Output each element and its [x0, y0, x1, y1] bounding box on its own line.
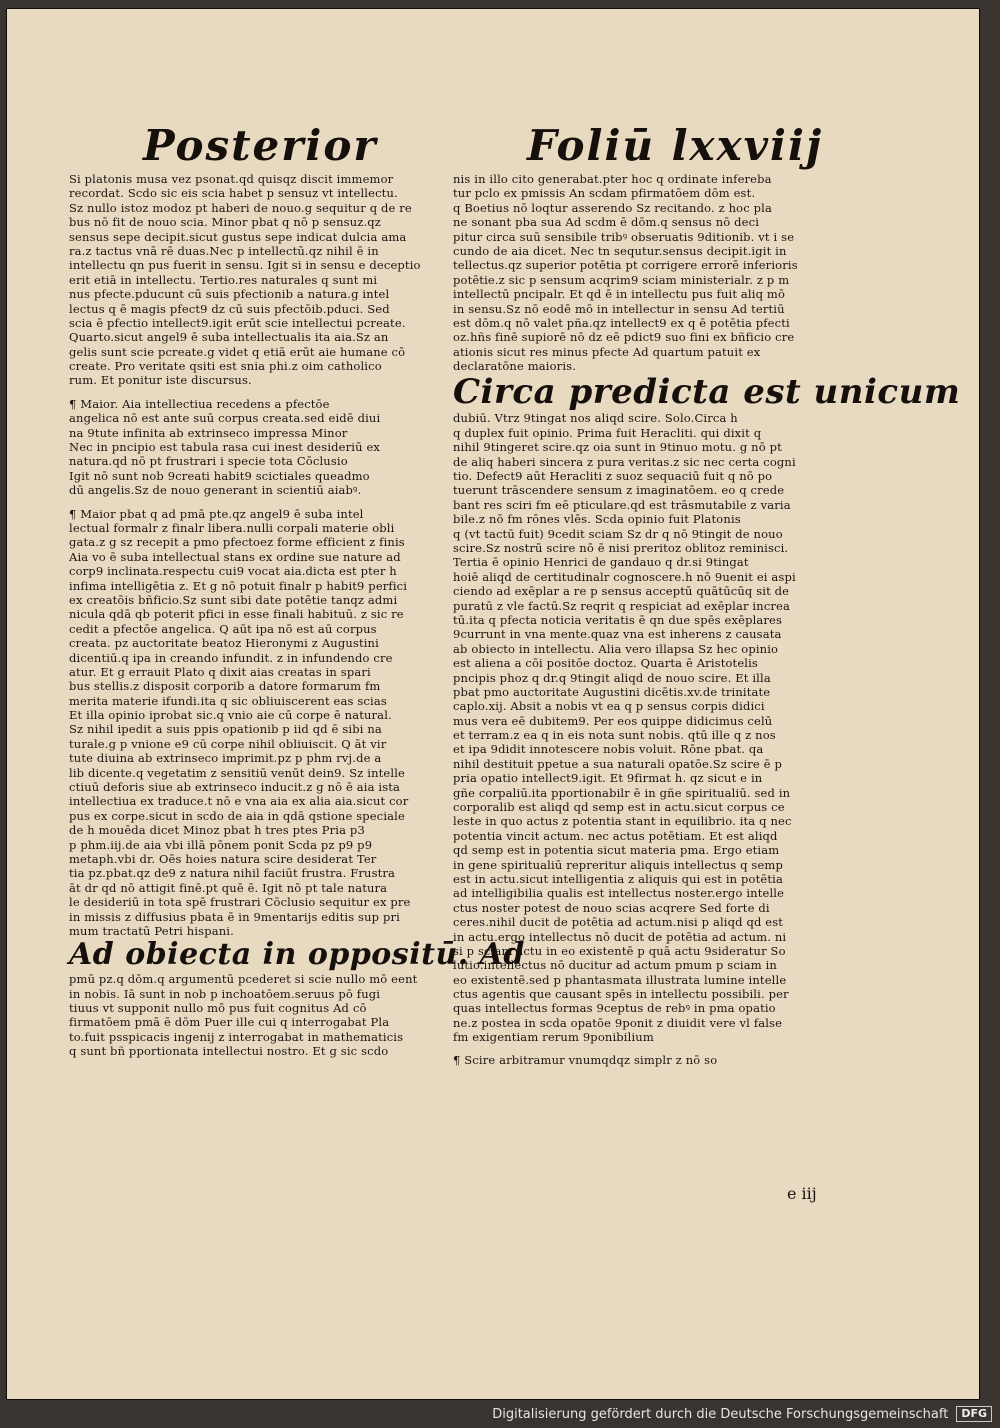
text-line: bant res sciri fm eē pticulare.qd est trāsmutabile z varia	[453, 497, 791, 512]
text-line: corp9 inclinata.respectu cui9 vocat aia.dicta est pter h	[69, 564, 397, 579]
text-line: Quarto.sicut angel9 ē suba intellectualis ita aia.Sz an	[69, 330, 389, 345]
text-line: pncipis phoz q dr.q 9tingit aliqd de nouo scire. Et illa	[453, 670, 771, 685]
text-line: ciendo ad exēplar a re p sensus acceptū quātūcūq sit de	[453, 584, 790, 599]
text-line: ab obiecto in intellectu. Alia vero illapsa Sz hec opinio	[453, 641, 779, 656]
text-line: scire.Sz nostrū scire nō ē nisi preritoz oblitoz reminisci.	[453, 540, 789, 555]
text-line: ¶ Maior. Aia intellectiua recedens a pfectōe	[69, 396, 330, 411]
text-line: in missis z diffusius pbata ē in 9mentarijs editis sup pri	[69, 909, 400, 924]
text-line: metaph.vbi dr. Oēs hoies natura scire desiderat Ter	[69, 851, 377, 866]
text-line: ceres.nihil ducit de potētia ad actum.nisi p aliqd qd est	[453, 915, 784, 930]
text-line: potētie.z sic p sensum acqrim9 sciam ministerialr. z p m	[453, 272, 790, 287]
text-line: bus stellis.z disposit corporib a datore formarum fm	[69, 679, 381, 694]
text-line: tū.ita q pfecta noticia veritatis ē qn due spēs exēplares	[453, 612, 783, 627]
text-line: pus ex corpe.sicut in scdo de aia in qdā qstione speciale	[69, 808, 405, 823]
text-line: Sz nullo istoz modoz pt haberi de nouo.g sequitur q de re	[69, 200, 412, 215]
text-line: na 9tute infinita ab extrinseco impressa Minor	[69, 425, 348, 440]
text-line: cedit a pfectōe angelica. Q aūt ipa nō est aū corpus	[69, 621, 377, 636]
text-line: potentia vincit actum. nec actus potētiam. Et est aliqd	[453, 828, 778, 843]
text-line: q duplex fuit opinio. Prima fuit Heracliti. qui dixit q	[453, 425, 762, 440]
text-line: tute diuina ab extrinseco imprimit.pz p phm rvj.de a	[69, 751, 382, 766]
text-line: gata.z g sz recepit a pmo pfectoez forme efficient z finis	[69, 535, 405, 550]
footer-credit: Digitalisierung gefördert durch die Deutsche Forschungsgemeinschaft	[492, 1406, 949, 1422]
text-line: corporalib est aliqd qd semp est in actu.sicut corpus ce	[453, 800, 785, 815]
catchword: ¶ Scire arbitramur vnumqdqz simplr z nō so	[453, 1052, 718, 1067]
text-line: si p sciam actu in eo existentē p quā actu 9sideratur So	[453, 943, 786, 958]
text-line: rum. Et ponitur iste discursus.	[69, 373, 252, 388]
text-line: nis in illo cito generabat.pter hoc q ordinate infereba	[453, 172, 772, 186]
text-line: est dōm.q nō valet pña.qz intellect9 ex q ē potētia pfecti	[453, 315, 790, 330]
text-line: in actu.ergo intellectus nō ducit de potētia ad actum. ni	[453, 929, 787, 944]
text-line: puratū z vle factū.Sz reqrit q respiciat ad exēplar increa	[453, 598, 791, 613]
text-line: pitur circa suū sensibile tribꝰ obseruatis 9ditionib. vt i se	[453, 229, 795, 244]
text-line: fm exigentiam rerum 9ponibilium	[453, 1030, 654, 1045]
text-line: Et illa opinio iprobat sic.q vnio aie cū corpe ē natural.	[69, 708, 392, 723]
text-line: natura.qd nō pt frustrari i specie tota Cōclusio	[69, 454, 348, 469]
text-line: gelis sunt scie pcreate.g videt q etiā erūt aie humane cō	[69, 344, 406, 359]
text-line: gñe corpaliū.ita pportionabilr ē in gñe spiritualiū. sed in	[453, 785, 791, 800]
text-line: nihil 9tingeret scire.qz oia sunt in 9tinuo motu. g nō pt	[453, 440, 782, 455]
text-line: quas intellectus formas 9ceptus de rebꝰ in pma opatio	[453, 1001, 776, 1016]
text-line: oz.hñs finē supiorē nō dz eē pdict9 suo fini ex bñficio cre	[453, 330, 795, 345]
text-line: mus vera eē dubitem9. Per eos quippe didicimus celū	[453, 713, 773, 728]
dfg-logo: DFG	[956, 1406, 992, 1422]
text-line: āt dr qd nō attigit finē.pt quē ē. Igit nō pt tale natura	[69, 880, 388, 895]
text-line: est aliena a cōi positōe doctoz. Quarta ē Aristotelis	[453, 656, 758, 671]
text-line: dū angelis.Sz de nouo generant in scientiū aiabꝰ.	[69, 483, 362, 498]
text-line: eo existentē.sed p phantasmata illustrata lumine intelle	[453, 972, 787, 987]
text-line: erit etiā in intellectu. Tertio.res naturales q sunt mi	[69, 272, 378, 287]
text-line: lutio.intellectus nō ducitur ad actum pmum p sciam in	[453, 958, 777, 973]
text-line: leste in quo actus z potentia stant in equilibrio. ita q nec	[453, 814, 792, 829]
text-line: ctus agentis que causant spēs in intellectu possibili. per	[453, 987, 789, 1002]
text-line: in gene spiritualiū repreritur aliquis intellectus q semp	[453, 857, 783, 872]
text-line: q sunt bñ pportionata intellectui nostro. Et g sic scdo	[69, 1044, 389, 1059]
text-line: Igit nō sunt nob 9creati habit9 scictiales queadmo	[69, 468, 370, 483]
text-line: ctiuū deforis siue ab extrinseco inducit.z g nō ē aia ista	[69, 780, 401, 795]
text-line: bus nō fit de nouo scia. Minor pbat q nō p sensuz.qz	[69, 215, 382, 230]
text-line: ra.z tactus vnā rē duas.Nec p intellectū.qz nihil ē in	[69, 243, 379, 258]
running-head-left: Posterior	[143, 121, 378, 170]
text-line: infima intelligētia z. Et g nō potuit finalr p habit9 perfici	[69, 578, 408, 593]
text-line: et ipa 9didit innotescere nobis voluit. Rōne pbat. qa	[453, 742, 764, 757]
text-line: ¶ Maior pbat q ad pmā pte.qz angel9 ē suba intel	[69, 506, 364, 521]
text-line: q Boetius nō loqtur asserendo Sz recitando. z hoc pla	[453, 200, 772, 215]
text-line: angelica nō est ante suū corpus creata.sed eidē diui	[69, 411, 381, 426]
scanned-page	[6, 8, 980, 1400]
text-line: intellectu qn pus fuerit in sensu. Igit si in sensu e deceptio	[69, 258, 421, 273]
text-line: Nec in pncipio est tabula rasa cui inest desideriū ex	[69, 440, 381, 455]
text-line: lectus q ē magis pfect9 dz cū suis pfectōib.pduci. Sed	[69, 301, 390, 316]
text-line: atur. Et g errauit Plato q dixit aias creatas in spari	[69, 664, 371, 679]
text-line: lectual formalr z finalr libera.nulli corpali materie obli	[69, 520, 395, 535]
text-line: ne.z postea in scda opatōe 9ponit z diuidit vere vl false	[453, 1015, 783, 1030]
text-line: merita materie ifundi.ita q sic obliuiscerent eas scias	[69, 693, 387, 708]
text-line: tio. Defect9 aūt Heracliti z suoz sequaciū fuit q nō po	[453, 469, 773, 484]
text-line: pmū pz.q dōm.q argumentū pcederet si scie nullo mō eent	[69, 972, 418, 987]
text-line: qd semp est in potentia sicut materia pma. Ergo etiam	[453, 843, 780, 858]
folio-number: Foliū lxxviij	[527, 121, 824, 170]
text-line: create. Pro veritate qsiti est snia phi.z oim catholico	[69, 359, 382, 374]
text-line: caplo.xij. Absit a nobis vt ea q p sensus corpis didici	[453, 699, 765, 714]
signature-mark: e iij	[787, 1184, 817, 1203]
text-line: et terram.z ea q in eis nota sunt nobis. qtū ille q z nos	[453, 728, 776, 743]
text-line: le desideriū in tota spē frustrari Cōclusio sequitur ex pre	[69, 895, 411, 910]
text-line: sensus sepe decipit.sicut gustus sepe indicat dulcia ama	[69, 229, 407, 244]
text-line: turale.g p vnione e9 cū corpe nihil obliuiscit. Q āt vir	[69, 736, 387, 751]
text-line: Tertia ē opinio Henrici de gandauo q dr.si 9tingat	[453, 555, 749, 570]
text-line: tuerunt trāscendere sensum z imaginatōem. eo q crede	[453, 483, 785, 498]
text-line: in nobis. Iā sunt in nob p inchoatōem.seruus pō fugi	[69, 986, 381, 1001]
text-line: ex creatōis bñficio.Sz sunt sibi date potētie tanqz admi	[69, 592, 398, 607]
text-line: nihil destituit ppetue a sua naturali opatōe.Sz scire ē p	[453, 756, 782, 771]
text-line: tellectus.qz superior potētia pt corrigere errorē inferioris	[453, 258, 798, 273]
text-line: hoiē aliqd de certitudinalr cognoscere.h nō 9uenit ei aspi	[453, 569, 796, 584]
text-line: intellectiua ex traduce.t nō e vna aia ex alia aia.sicut cor	[69, 794, 409, 809]
text-line: bile.z nō fm rōnes vlēs. Scda opinio fuit Platonis	[453, 512, 741, 527]
text-line: firmatōem pmā ē dōm Puer ille cui q interrogabat Pla	[69, 1015, 390, 1030]
text-line: tia pz.pbat.qz de9 z natura nihil faciūt frustra. Frustra	[69, 866, 396, 881]
text-line: ationis sicut res minus pfecte Ad quartum patuit ex	[453, 344, 761, 359]
text-line: ne sonant pba sua Ad scdm ē dōm.q sensus nō deci	[453, 215, 760, 230]
text-line: scia ē pfectio intellect9.igit erūt scie intellectui pcreate.	[69, 315, 406, 330]
text-line: to.fuit psspicacis ingenij z interrogabat in mathematicis	[69, 1029, 404, 1044]
text-line: Sz nihil ipedit a suis ppis opationib p iid qd ē sibi na	[69, 722, 382, 737]
text-line: nicula qdā qb poterit pfici in esse finali habituū. z sic re	[69, 607, 404, 622]
text-line: recordat. Scdo sic eis scia habet p sensuz vt intellectu.	[69, 186, 398, 201]
text-line: lib dicente.q vegetatim z sensitiū venūt dein9. Sz intelle	[69, 765, 405, 780]
text-line: Aia vo ē suba intellectual stans ex ordine sue nature ad	[69, 549, 401, 564]
text-line: declaratōne maioris.	[453, 359, 577, 374]
text-line: Si platonis musa vez psonat.qd quisqz discit immemor	[69, 172, 394, 186]
text-line: ctus noster potest de nouo scias acqrere Sed forte di	[453, 900, 770, 915]
text-line: dubiū. Vtrz 9tingat nos aliqd scire. Solo.Circa h	[453, 411, 738, 426]
text-line: in sensu.Sz nō eodē mō in intellectur in sensu Ad tertiū	[453, 301, 785, 316]
text-line: nus pfecte.pducunt cū suis pfectionib a natura.g intel	[69, 287, 390, 302]
text-line: est in actu.sicut intelligentia z aliquis qui est in potētia	[453, 871, 783, 886]
text-line: ad intelligibilia qualis est intellectus noster.ergo intelle	[453, 886, 785, 901]
section-heading: Circa predicta est unicum	[453, 372, 961, 413]
text-line: intellectū pncipalr. Et qd ē in intellectu pus fuit aliq mō	[453, 287, 786, 302]
text-line: pbat pmo auctoritate Augustini dicētis.xv.de trinitate	[453, 684, 771, 699]
text-line: dicentiū.q ipa in creando infundit. z in infundendo cre	[69, 650, 393, 665]
text-line: q (vt tactū fuit) 9cedit sciam Sz dr q nō 9tingit de nouo	[453, 526, 783, 541]
text-line: de h mouēda dicet Minoz pbat h tres ptes Pria p3	[69, 823, 365, 838]
section-heading: Ad obiecta in oppositū. Ad	[69, 937, 525, 973]
text-line: p phm.iij.de aia vbi illā pōnem ponit Scda pz p9 p9	[69, 837, 373, 852]
text-line: tur pclo ex pmissis An scdam pfirmatōem dōm est.	[453, 186, 756, 201]
text-line: tiuus vt supponit nullo mō pus fuit cognitus Ad cō	[69, 1001, 367, 1016]
text-line: mum tractatū Petri hispani.	[69, 923, 234, 938]
text-line: pria opatio intellect9.igit. Et 9firmat h. qz sicut e in	[453, 771, 763, 786]
footer-bar	[492, 1404, 992, 1424]
text-line: cundo de aia dicet. Nec tn sequtur.sensus decipit.igit in	[453, 243, 787, 258]
right-column	[453, 172, 960, 1067]
text-line: 9currunt in vna mente.quaz vna est inherens z causata	[453, 627, 782, 642]
text-line: creata. pz auctoritate beatoz Hieronymi z Augustini	[69, 636, 379, 651]
text-line: de aliq haberi sincera z pura veritas.z sic nec certa cogni	[453, 454, 796, 469]
